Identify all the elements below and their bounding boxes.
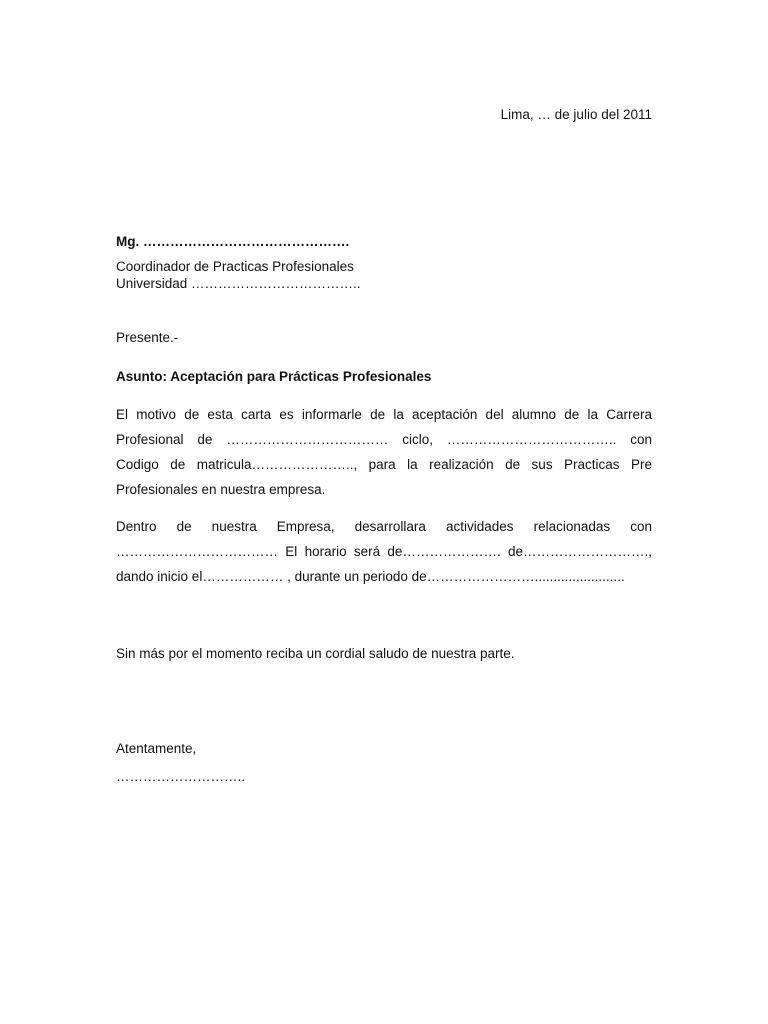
paragraph-line: Profesional de ……………………………… ciclo, ……………………………….. con [116,432,652,447]
paragraph-line: dando inicio el……………… , durante un periodo de……………………........................ [116,569,625,584]
letter-date: Lima, … de julio del 2011 [500,107,652,122]
closing-text: Sin más por el momento reciba un cordial saludo de nuestra parte. [116,646,515,661]
subject-line: Asunto: Aceptación para Prácticas Profesionales [116,369,432,384]
greeting: Presente.- [116,330,179,345]
signature-line: ……………………….. [116,769,246,784]
paragraph-line: El motivo de esta carta es informarle de la aceptación del alumno de la Carrera [116,407,652,422]
recipient-university: Universidad ……………………………….. [116,276,361,291]
paragraph-activities [116,514,652,589]
paragraph-line: Codigo de matricula………………….., para la realización de sus Practicas Pre [116,457,652,472]
paragraph-line: Profesionales en nuestra empresa. [116,482,326,497]
recipient-title: Coordinador de Practicas Profesionales [116,259,354,274]
recipient-name: Mg. ………………………………………. [116,234,350,249]
valediction: Atentamente, [116,741,197,756]
paragraph-acceptance [116,402,652,502]
paragraph-line: ……………………………… El horario será de…………………. de………………………., [116,544,652,559]
paragraph-line: Dentro de nuestra Empresa, desarrollara actividades relacionadas con [116,519,652,534]
